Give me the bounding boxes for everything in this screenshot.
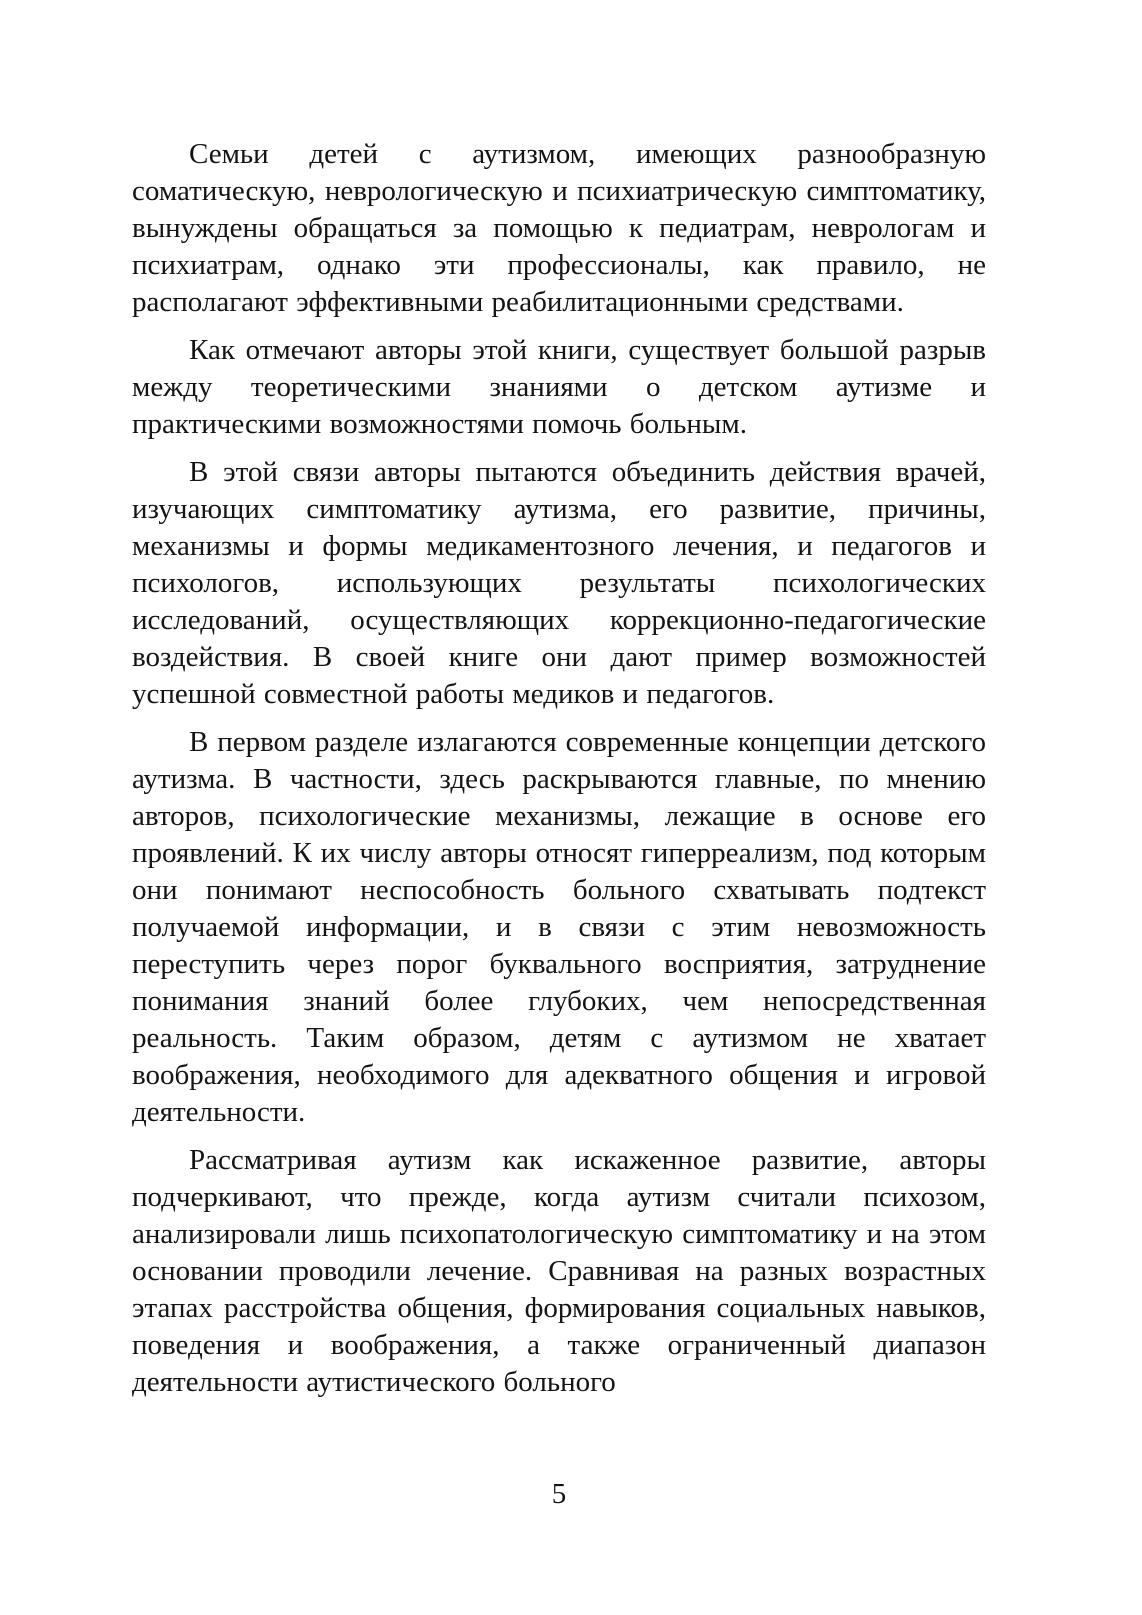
paragraph-families-of-children: Семьи детей с аутизмом, имеющих разнообразную соматическую, неврологическую и психиатрическую симптоматику, вынуждены обращаться за помощью к педиатрам, неврологам и психиатрам, однако эти профессионалы, как правило, не располагают эффективными реабилитационными средствами. [132,138,986,318]
paragraph-distorted-development: Рассматривая аутизм как искаженное развитие, авторы подчеркивают, что прежде, когда аутизм считали психозом, анализировали лишь психопатологическую симптоматику и на этом основании проводили лечение. Сравнивая на разных возрастных этапах расстройства общения, формирования социальных навыков, поведения и воображения, а также ограниченный диапазон деятельности аутистического больного [132,1144,986,1398]
text-block [132,136,986,1401]
page-number: 5 [551,1478,567,1510]
paragraph-authors-note-gap: Как отмечают авторы этой книги, существует большой разрыв между теоретическими знаниями о детском аутизме и практическими возможностями помочь больным. [132,334,986,440]
paragraph-uniting-doctors-teachers: В этой связи авторы пытаются объединить действия врачей, изучающих симптоматику аутизма, его развитие, причины, механизмы и формы медикаментозного лечения, и педагогов и психологов, использующих результаты психологических исследований, осуществляющих коррекционно-педагогические воздействия. В своей книге они дают пример возможностей успешной совместной работы медиков и педагогов. [132,456,986,710]
paragraph-first-section-concepts: В первом разделе излагаются современные концепции детского аутизма. В частности, здесь раскрываются главные, по мнению авторов, психологические механизмы, лежащие в основе его проявлений. К их числу авторы относят гиперреализм, под которым они понимают неспособность больного схватывать подтекст получаемой информации, и в связи с этим невозможность переступить через порог буквального восприятия, затруднение понимания знаний более глубоких, чем непосредственная реальность. Таким образом, детям с аутизмом не хватает воображения, необходимого для адекватного общения и игровой деятельности. [132,726,986,1128]
